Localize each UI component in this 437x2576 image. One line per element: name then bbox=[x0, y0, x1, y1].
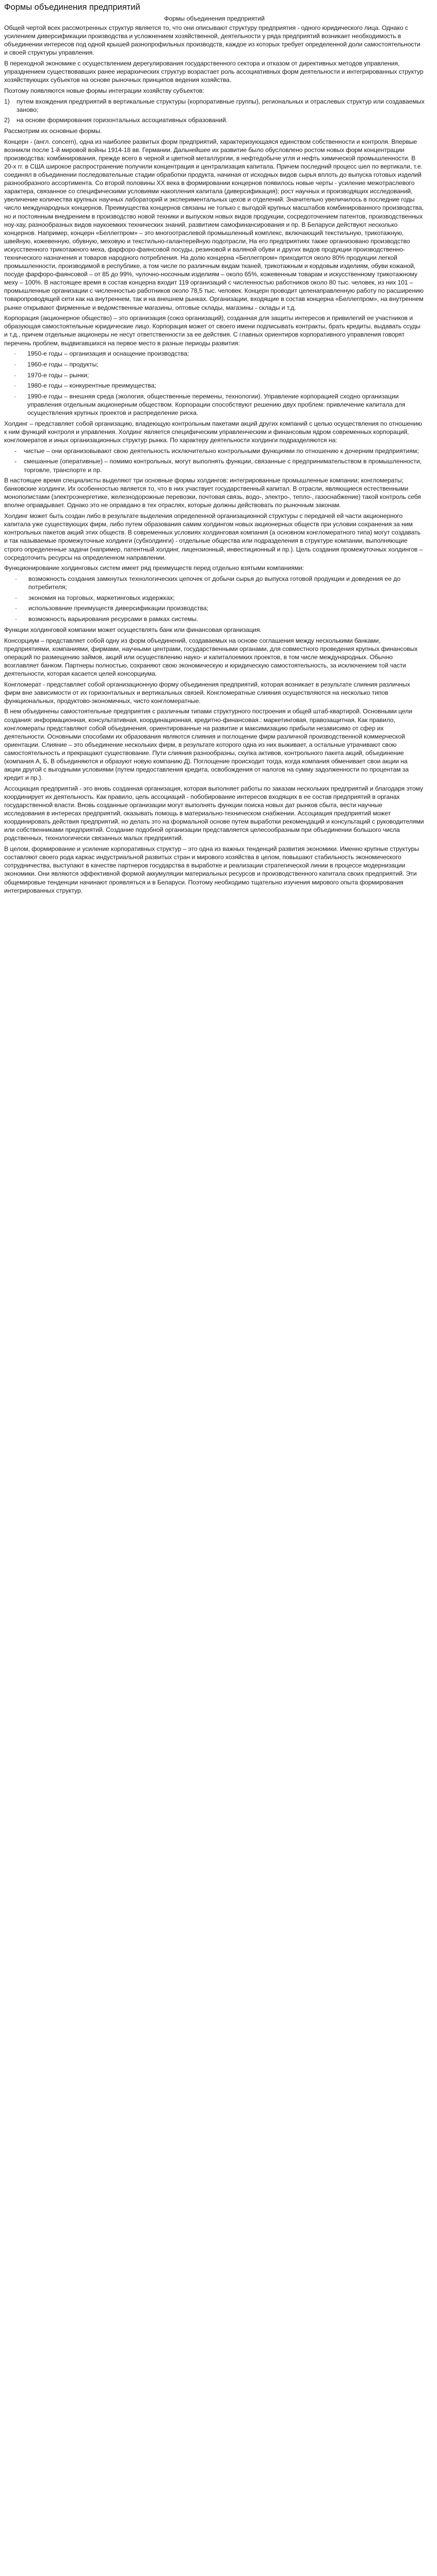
bullet-icon: · bbox=[14, 605, 17, 612]
item-number: 2) bbox=[4, 116, 10, 124]
paragraph: Поэтому появляются новые формы интеграции хозяйству субъектов: bbox=[4, 87, 204, 94]
item-text: 1990-е годы – внешняя среда (экология, общественные перемены, технологии). Управление корпорацией сходно организации управления отдельным акционерным обществом. Корпорации способствуют решению двух проблем: привлечение капитала для осуществления крупных проектов и распределение риска. bbox=[27, 392, 406, 417]
paragraph: Функции холдинговой компании может осуществлять банк или финансовая организация. bbox=[4, 626, 262, 633]
bullet-item bbox=[4, 381, 425, 390]
paragraph: В целом, формирование и усиление корпоративных структур – это одна из важных тенденций развития экономики. Именно крупные структуры составляют своего рода каркас индустриальной развитых стран и мирового хозяйства в целом, повышают стабильность экономического сотрудничества, выступают в качестве партнеров государства в выработке и реализации стратегической линии в процессе модернизации экономики. Они являются эффективной формой аккумуляции материальных ресурсов и производственного капитала своих предприятий. Эти общемировые тенденции начинают проявляться и в Беларуси. Поэтому необходимо тщательно изучения мирового опыта формирования интегрированных структур. bbox=[4, 845, 419, 894]
paragraph: Холдинг – представляет собой организацию, владеющую контрольным пакетами акций других компаний с целью осуществления по отношению к ним функций контроля и управления. Холдинг является специфическим управленческим и финансовым ядром современных корпораций, конгломератов и иных организационных структур рынка. По характеру деятельности холдинги подразделяются на: bbox=[4, 420, 422, 444]
item-text: возможность варьирования ресурсами в рамках системы. bbox=[28, 615, 199, 623]
paragraph: В настоящее время специалисты выделяют три основные формы холдингов: интегрированные промышленные компании; конгломераты; банковские холдинги. Их особенностью является то, что в них участвует государственный капитал. В отрасли, являющиеся естественными монополистами (электроэнергетике, железнодорожные перевозки, почтовая связь, водо-, электро-, тепло-, газоснабжение) такой контроль себя вполне оправдывает. Однако это не оправдано в тех отраслях, которые должны действовать по рыночным законам. bbox=[4, 477, 421, 509]
bullet-icon: · bbox=[13, 350, 16, 358]
item-text: чистые – они организовывают свою деятельность исключительно контрольными функциями по отношению к дочерним предприятиям; bbox=[24, 447, 419, 455]
paragraph: Конгломерат - представляет собой организационную форму объединения предприятий, которая возникает в результате слияния различных фирм вне зависимости от их горизонтальных и вертикальных связей. Конгломератные слияния осуществляются на несколько типов функциональных, продуктово-экономичных, чисто конгломератные. bbox=[4, 680, 410, 705]
paragraph: Концерн - (англ. concern), одна из наиболее развитых форм предприятий, характеризующаяся единством собственности и контроля. Впервые возникли после 1-й мировой войны 1914-18 вв. Германии. Дальнейшее их развитие было обусловлено ростом новых форм концентрации производства: комбинирования, прежде всего в черной и цветной металлургии, в нефтедобыче угля и нефть химической промышленности. В 20-х гг. в США широкое распространение получили концентрация и централизация капитала. Причем последний процесс шел по вертикали, т.е. соединял в объединении последовательные стадии обработки продукта, начиная от исходных видов сырья вплоть до выпуска готовых изделий разнообразного ассортимента. Со второй половины XX века в формировании концернов появилось новые черты - усиление межотраслевого характера, связанное со специфическими условиями накопления капитала (диверсификация); рост научных и производящих исследований, увеличение количества крупных научных лабораторий и экспериментальных цехов и отделений. Значительно увеличилось в последние годы число международных концернов. Преимущества концернов связаны не только с выгодой крупных масштабов комбинированного производства, но и постоянным внедрением в производство новой техники и выпуском новых видов продукции, сосредоточением патентов, производственных ноу-хау, разнообразных видов наукоемких технических знаний, развитием самофинансирования и пр. В Беларуси действуют несколько концернов. Например, концерн «Беллегпром» – это многоотраслевой промышленный комплекс, включающий текстильную, трикотажную, швейную, кожевенную, обувную, меховую и текстильно-галантерейную подотрасли, На его предприятиях также организовано производство искусственного трикотажного меха, фарфоро-фаянсовой посуды, резиновой и валяной обуви и других видов продукции производственно-технического назначения и товаров народного потребления. На долю концерна «Беллегпром» приходится около 80% продукции легкой промышленности, производимой в республике, а том числе по различным видам тканей, трикотажным и кордовым изделиям, обуви кожаной, посуде фарфоро-фаянсовой – от 85 до 99%, чулочно-носочным изделиям – около 65%, кожевенным товарам и искусственному трикотажному меху – 100%. В настоящее время в состав концерна входит 119 организаций с численностью работников около 80 тыс. человек, из них 101 – промышленные организации с численностью работников около 78,5 тыс. человек. Концерн проводит целенаправленную работу по расширению товаропроводящей сети как на внутреннем, так и на внешнем рынках. Организации, входящие в состав концерна «Беллегпром», на внутреннем рынке открывают фирменные и ведомственные магазины, оптовые склады, магазины - склады и т.д. bbox=[4, 138, 424, 311]
bullet-icon: · bbox=[13, 371, 16, 379]
bullet-item bbox=[4, 604, 425, 612]
item-text: экономия на торговых, маркетинговых издержках; bbox=[28, 594, 175, 601]
paragraph: Холдинг может быть создан либо в результате выделения определенной организационной структуры с передачей ей части акционерного капитала уже существующих фирм, либо путем образования самим холдингом новых акционерных обществ при условии сохранения за ним контрольных пакетов акций этих обществ. В современных условиях холдинговая компания (а основном конгломератного типа) могут создавать и так называемые промежуточные холдинги (субхолдинги) - отдельные общества или подразделения в структуре компании, выполняющие строго определенные задачи (например, патентный холдинг, лицензионный, инвестиционный и пр.). Цель создания промежуточных холдингов – сосредоточить ресурсы на определенном направлении. bbox=[4, 512, 423, 561]
dash-icon: - bbox=[14, 458, 17, 465]
bullet-item bbox=[4, 575, 425, 591]
dash-icon: - bbox=[14, 447, 17, 455]
paragraph: Функционирование холдинговых систем имеет ряд преимуществ перед отдельно взятыми компаниями: bbox=[4, 564, 304, 572]
bullet-item bbox=[4, 594, 425, 602]
bullet-item bbox=[4, 371, 425, 379]
document-body bbox=[4, 24, 425, 895]
numbered-item bbox=[4, 97, 425, 114]
item-text: 1950-е годы – организация и оснащение производства; bbox=[27, 350, 189, 358]
numbered-item bbox=[4, 116, 425, 124]
item-text: 1970-е годы – рынки; bbox=[27, 371, 89, 379]
paragraph: В нем объединены самостоятельные предприятия с различным типами структурного построения и общей штаб-квартирой. Основными цели создания: информационная, консультативная, координационная, кредитно-финансовая.: маркетинговая, правозащитная. Как правило, конгломераты представляют собой объединения, ориентированные на развитие и максимизацию прибыли независимо от сфер их деятельности. Основными способами их образования являются слияния и поглощение фирм различной производственной коммерческой ориентации. Слияние – это объединение нескольких фирм, в результате которого одна из них выживает, а остальные утрачивают свою самостоятельность и прекращают существование. Пути слияния разнообразны, скупка активов, контрольного пакета акций, объединение (компания А, Б, В объединяются и образуют новую компанию Д). Поглощение происходит тогда, когда компания обменивает свои акции на акции другой с выгодными условиями (путем предоставления кредита, освобождения от налогов на сумму задолженности по процентам за кредит и пр.). bbox=[4, 708, 412, 782]
dash-item bbox=[4, 447, 425, 455]
bullet-item bbox=[4, 360, 425, 369]
item-number: 1) bbox=[4, 97, 10, 105]
item-text: на основе формирования горизонтальных ассоциативных образований. bbox=[17, 116, 228, 124]
bullet-icon: · bbox=[13, 382, 16, 390]
paragraph: Общей чертой всех рассмотренных структур является то, что они описывают структуру предприятия - одного юридического лица. Однако с усилением диверсификации производства и усложнением хозяйственной, деятельности у ряда предприятий возникает необходимость в объединении интересов под одной крышей разнопрофильных производств, каждое из которых требует определенной доли самостоятельности и своей структуры управления. bbox=[4, 24, 420, 57]
item-text: 1960-е годы – продукты; bbox=[27, 360, 99, 368]
bullet-icon: · bbox=[13, 360, 16, 368]
paragraph: Консорциум – представляет собой одну из форм объединений, создаваемых на основе соглашения между несколькими банками, предприятиями, компаниями, фирмами, научными центрами, государственными органами, для совместного проведения крупных финансовых операций по размещению займов, акций или осуществлению науко- и капиталоемких проектов, в том числе международных. Обычно возглавляет банком. Партнеры полностью, сохраняют свою экономическую и юридическую самостоятельность, за исключением той части деятельности, которая касается целей консорциума. bbox=[4, 637, 418, 677]
paragraph: В переходной экономике с осуществлением дерегулирования государственного сектора и отказом от директивных методов управления, упразднением существовавших ранее иерархических структур возрастает роль ассоциативных форм деятельности и интегрированных структур хозяйствующих субъектов на основе рыночных принципов ведения хозяйства. bbox=[4, 59, 424, 84]
document-page bbox=[0, 0, 429, 895]
bullet-icon: · bbox=[14, 615, 17, 623]
page-title: Формы объединения предприятий bbox=[4, 3, 140, 12]
bullet-item bbox=[4, 615, 425, 623]
item-text: путем вхождения предприятий в вертикальные структуры (корпоративные группы), региональных и отраслевых структур или создаваемых заново; bbox=[17, 97, 425, 113]
bullet-item bbox=[4, 349, 425, 358]
item-text: смешанные (оперативные) – помимо контрольных, могут выполнять функции, связанные с предпринимательством в промышленности, торговле, транспорте и пр. bbox=[24, 458, 422, 474]
bullet-icon: · bbox=[14, 594, 17, 601]
subtitle: Формы объединения предприятий bbox=[164, 15, 265, 22]
bullet-icon: · bbox=[13, 392, 16, 400]
item-text: возможность создания замкнутых технологических цепочек от добычи сырья до выпуска готовой продукции и доведения ее до потребителя; bbox=[28, 575, 401, 591]
item-text: 1980-е годы – конкурентные преимущества; bbox=[27, 382, 156, 390]
paragraph: Корпорация (акционерное общество) – это организация (союз организаций), созданная для защиты интересов и привилегий ее участников и образующая самостоятельные юридические лицо. Корпорация может от своего имени подписывать контракты, брать кредиты, выдавать ссуды и т.д., причем отдельные акционеры не несут ответственности за ее действия. С главных ориентиров корпоративного управления говорят перечень проблем, выдвигавшихся на первое место в разные периоды развития: bbox=[4, 314, 420, 347]
bullet-item bbox=[4, 392, 425, 417]
paragraph: Рассмотрим их основные формы. bbox=[4, 127, 102, 135]
dash-item bbox=[4, 457, 425, 474]
bullet-icon: · bbox=[14, 575, 17, 582]
paragraph: Ассоциация предприятий - это вновь созданная организация, которая выполняет работы по заказам нескольких предприятий и благодаря этому координирует их деятельность. Как правило, цель ассоциаций - побобирование интересов входящих в ее состав предприятий в органах государственной власти. Вновь созданные организации могут выполнять функции поиска новых дат рынков сбыта, вести научные исследования в интересах предприятий, оказывать помощь в материально-техническом снабжении. Ассоциация предприятий может координировать действия предприятий, но делать это на формальной основе путем выработки рекомендаций и консультаций с руководителями или собственниками предприятий. Создание подобной организации представляется целесообразным при объединении большого числа родственных, технологически связанных малых предприятий. bbox=[4, 784, 424, 842]
item-text: использование преимуществ диверсификации производства; bbox=[28, 605, 208, 612]
